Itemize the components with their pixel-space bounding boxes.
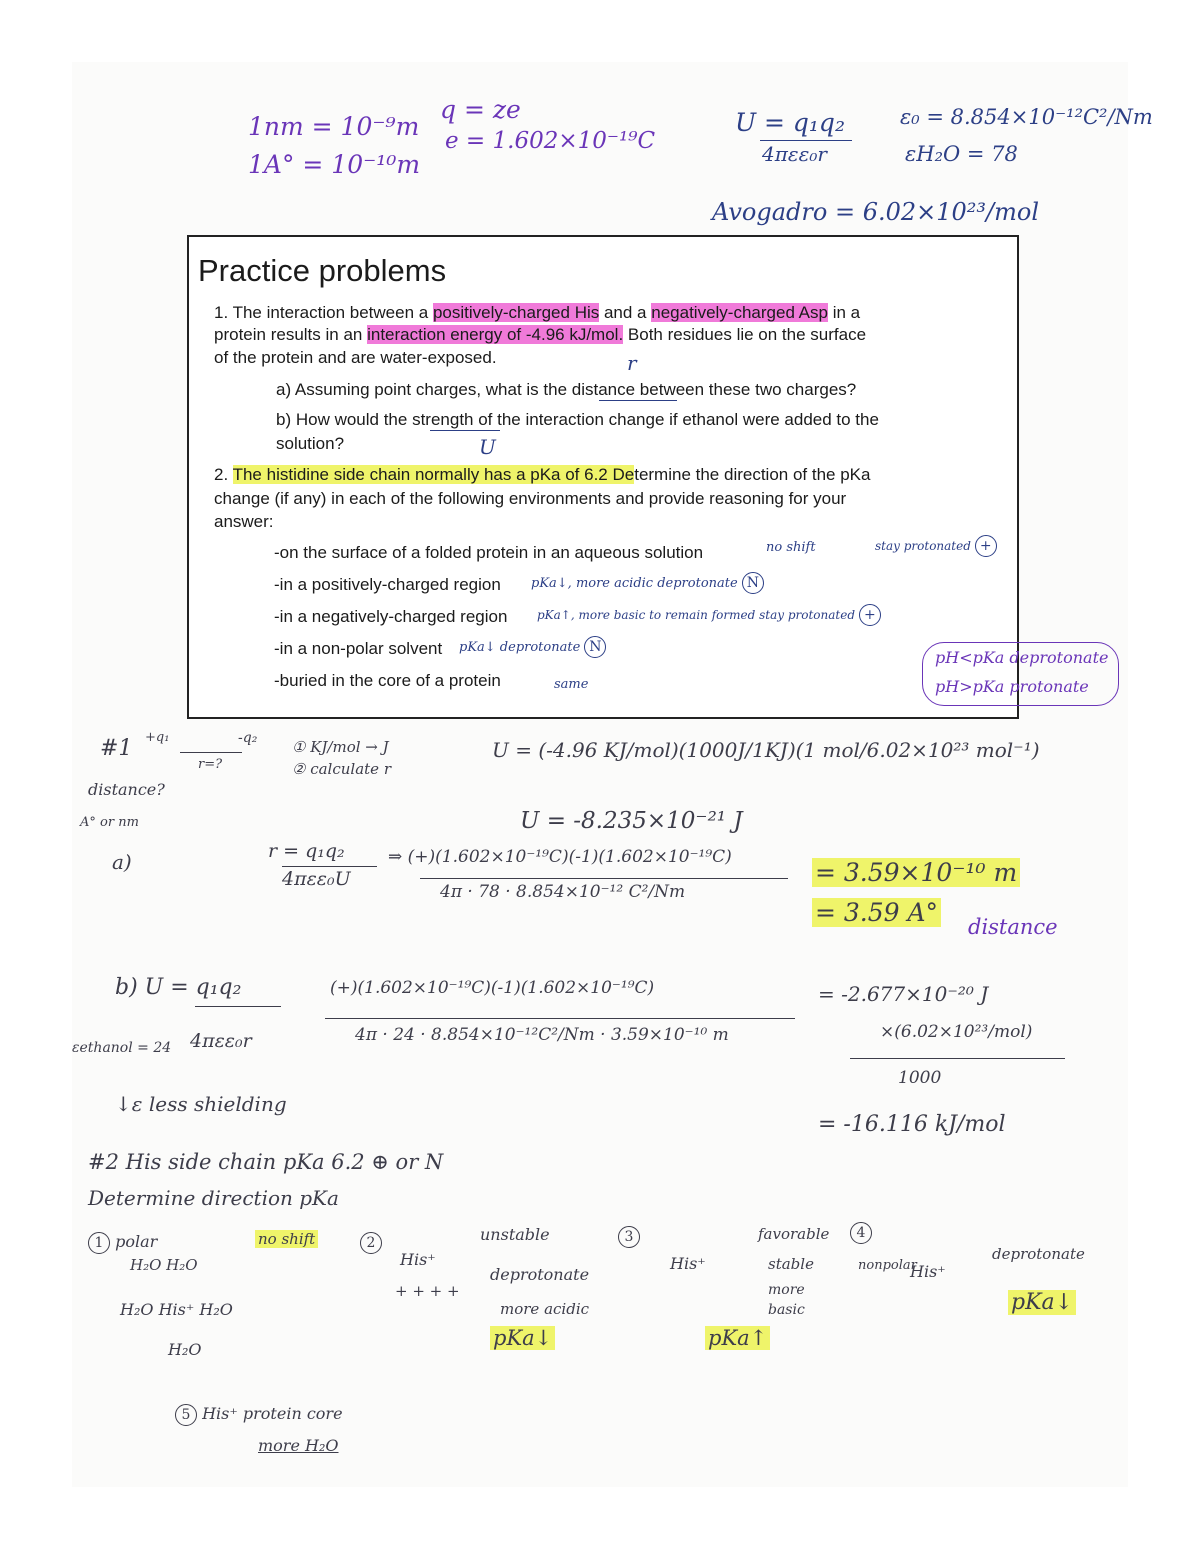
elementary-charge: e = 1.602×10⁻¹⁹C	[445, 128, 656, 154]
epsilon-water: εH₂O = 78	[905, 142, 1018, 166]
env4-note: pKa↓ deprotonate N	[459, 636, 606, 658]
case-5: 5 His⁺ protein core	[175, 1404, 343, 1426]
part-b-formula: b) U = q₁q₂	[115, 975, 242, 1000]
case-4-ion: His⁺	[910, 1262, 946, 1281]
case-3-more: more	[768, 1282, 805, 1298]
question-2-line-2: change (if any) in each of the following environments and provide reasoning for your	[214, 489, 847, 508]
part-b-divisor: 1000	[898, 1068, 942, 1088]
question-1-line-2: protein results in an interaction energy of -4.96 kJ/mol. Both residues lie on the surface	[214, 325, 867, 344]
case-2-number: 2	[360, 1232, 382, 1254]
env5-note: same	[554, 677, 589, 692]
part-b-avogadro-factor: ×(6.02×10²³/mol)	[880, 1022, 1033, 1042]
work-1-label: #1	[100, 736, 133, 761]
case-4-number: 4	[850, 1222, 872, 1244]
epsilon-zero: ε₀ = 8.854×10⁻¹²C²/Nm	[900, 105, 1153, 129]
coulomb-denominator: 4πεε₀r	[762, 142, 827, 166]
ethanol-epsilon: εethanol = 24	[72, 1040, 172, 1056]
env1-note: no shift	[766, 540, 816, 555]
distance-result-angstrom: = 3.59 A°	[812, 898, 941, 927]
practice-problems-box	[187, 235, 1019, 719]
case-1-water-top: H₂O H₂O	[130, 1256, 198, 1274]
part-b-result-joules: = -2.677×10⁻²⁰ J	[818, 982, 989, 1006]
case-5-note: more H₂O	[258, 1436, 339, 1455]
case-1: 1 polar	[88, 1232, 157, 1254]
case-4-nonpolar: nonpolar	[858, 1258, 917, 1273]
environment-4: -in a non-polar solvent	[274, 639, 443, 658]
energy-result: U = -8.235×10⁻²¹ J	[520, 808, 743, 834]
charge-q2: -q₂	[238, 730, 258, 746]
r-formula-top: r = q₁q₂	[268, 840, 345, 862]
u-mark: U	[479, 435, 496, 459]
case-2-ion: His⁺	[400, 1250, 436, 1269]
part-b-denominator: 4πεε₀r	[190, 1030, 252, 1052]
nm-conversion: 1nm = 10⁻⁹m	[248, 112, 420, 141]
case-1-water-bottom: H₂O	[168, 1340, 202, 1359]
charge-q1: +q₁	[145, 730, 170, 745]
pka-rule-1: pH<pKa deprotonate	[935, 648, 1109, 667]
part-a-label: a)	[112, 850, 132, 874]
environment-5: -buried in the core of a protein	[274, 671, 501, 690]
case-3-favorable: favorable	[758, 1225, 830, 1243]
env3-note: pKa↑, more basic to remain formed stay protonated +	[537, 604, 881, 626]
coulomb-numerator: U = q₁q₂	[735, 108, 845, 137]
case-1-shift: no shift	[255, 1230, 318, 1248]
case-2-pka: pKa↓	[490, 1326, 555, 1350]
environment-1: -on the surface of a folded protein in an aqueous solution	[274, 543, 704, 562]
work-2-title: #2 His side chain pKa 6.2 ⊕ or N	[88, 1150, 444, 1174]
question-1a: a) Assuming point charges, what is the distance between these two charges?	[276, 380, 857, 399]
case-2-acidic: more acidic	[500, 1300, 590, 1318]
case-4-deprotonate: deprotonate	[992, 1245, 1085, 1263]
case-4-pka: pKa↓	[1008, 1290, 1076, 1315]
practice-problems-title: Practice problems	[198, 253, 447, 288]
case-1-water-middle: H₂O His⁺ H₂O	[120, 1300, 233, 1319]
step-2: ② calculate r	[292, 760, 392, 778]
case-3-pka: pKa↑	[705, 1326, 770, 1350]
r-denominator: 4π · 78 · 8.854×10⁻¹² C²/Nm	[440, 882, 686, 902]
r-unknown: r=?	[198, 757, 223, 772]
distance-question: distance?	[88, 780, 165, 799]
question-1b-line-1: b) How would the strength of the interaction change if ethanol were added to the	[276, 410, 879, 429]
charge-formula: q = ze	[440, 95, 521, 124]
case-2-charges: + + + +	[395, 1282, 460, 1300]
question-1b-line-2: solution?	[276, 434, 345, 453]
r-formula-bottom: 4πεε₀U	[282, 868, 351, 890]
distance-result-m: = 3.59×10⁻¹⁰ m	[812, 858, 1020, 887]
r-numerator: ⇒ (+)(1.602×10⁻¹⁹C)(-1)(1.602×10⁻¹⁹C)	[388, 847, 732, 867]
avogadro-number: Avogadro = 6.02×10²³/mol	[712, 198, 1039, 226]
part-b-result-kj: = -16.116 kJ/mol	[818, 1112, 1006, 1137]
angstrom-conversion: 1A° = 10⁻¹⁰m	[248, 150, 421, 179]
distance-units: A° or nm	[80, 815, 139, 830]
energy-conversion: U = (-4.96 KJ/mol)(1000J/1KJ)(1 mol/6.02×10²³ mol⁻¹)	[492, 738, 1040, 762]
pka-rule-2: pH>pKa protonate	[935, 677, 1089, 696]
case-3-stable: stable	[768, 1255, 814, 1273]
case-3-number: 3	[618, 1226, 640, 1248]
environment-2: -in a positively-charged region	[274, 575, 501, 594]
step-1: ① KJ/mol → J	[292, 738, 389, 756]
work-2-subtitle: Determine direction pKa	[88, 1186, 339, 1210]
question-1-line-1: 1. The interaction between a positively-charged His and a negatively-charged Asp in a	[214, 303, 861, 322]
question-2-line-3: answer:	[214, 512, 274, 531]
r-mark: r	[627, 351, 637, 375]
env2-note: pKa↓, more acidic deprotonate N	[531, 572, 764, 594]
part-b-denom-values: 4π · 24 · 8.854×10⁻¹²C²/Nm · 3.59×10⁻¹⁰ m	[355, 1025, 729, 1045]
question-1-line-3: of the protein and are water-exposed.	[214, 348, 497, 367]
question-2-line-1: 2. The histidine side chain normally has a pKa of 6.2 Determine the direction of the pKa	[214, 465, 871, 484]
shielding-note: ↓ε less shielding	[115, 1092, 287, 1116]
case-2-unstable: unstable	[480, 1225, 550, 1244]
case-2-deprotonate: deprotonate	[490, 1265, 590, 1284]
env1-note-2: stay protonated +	[875, 535, 997, 557]
environment-3: -in a negatively-charged region	[274, 607, 508, 626]
distance-note: distance	[968, 915, 1058, 939]
case-3-basic: basic	[768, 1302, 805, 1318]
part-b-numerator: (+)(1.602×10⁻¹⁹C)(-1)(1.602×10⁻¹⁹C)	[330, 978, 655, 998]
case-3-ion: His⁺	[670, 1254, 706, 1273]
